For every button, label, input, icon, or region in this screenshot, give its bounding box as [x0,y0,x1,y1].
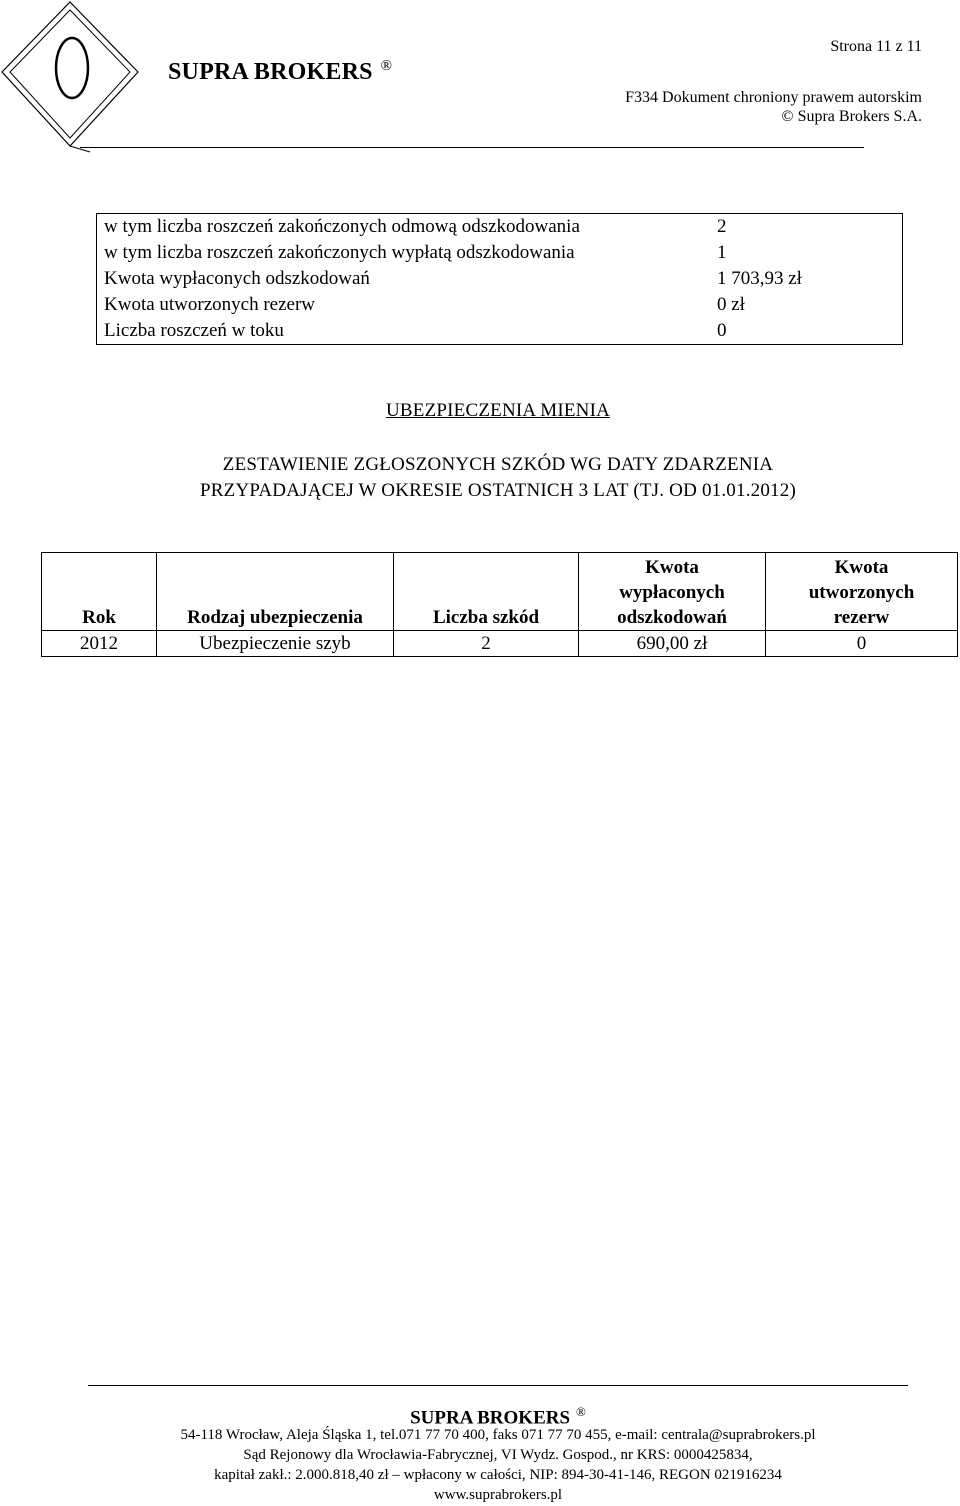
footer-court-line: Sąd Rejonowy dla Wrocławia-Fabrycznej, VI Wydz. Gospod., nr KRS: 0000425834, [243,1447,753,1463]
summary-row [97,318,903,345]
claims-cell-paid: 690,00 zł [579,631,766,657]
page-number: Strona 11 z 11 [830,38,922,55]
supra-brokers-logo [0,0,140,155]
copyright-line: © Supra Brokers S.A. [781,108,922,125]
header-insurance-type: Rodzaj ubezpieczenia [157,553,394,631]
header-paid-amount [579,553,766,631]
summary-row [97,266,903,292]
summary-value: 0 [717,320,727,341]
section-title: UBEZPIECZENIA MIENIA [385,400,611,421]
claims-cell-reserves: 0 [766,631,958,657]
summary-value: 2 [717,216,727,237]
report-title-line-1: ZESTAWIENIE ZGŁOSZONYCH SZKÓD WG DATY ZDARZENIA [222,454,774,475]
footer-capital-line: kapitał zakł.: 2.000.818,40 zł – wpłacony w całości, NIP: 894-30-41-146, REGON 021916234 [214,1467,782,1483]
header-reserves-line: Kwota [834,557,889,578]
document-notice [625,88,922,126]
summary-label: w tym liczba roszczeń zakończonych wypłatą odszkodowania [104,242,575,263]
header-reserves-amount [766,553,958,631]
claims-cell-year: 2012 [42,631,157,657]
header-paid-line: odszkodowań [617,607,727,628]
header-reserves-line: utworzonych [808,582,915,603]
claims-cell-count: 2 [394,631,579,657]
footer-company-info [0,1425,960,1505]
claims-row [42,631,958,657]
claims-summary-table [96,213,903,345]
copyright-protection-note: F334 Dokument chroniony prawem autorskim [625,89,922,106]
header-divider [80,147,864,148]
summary-row [97,240,903,266]
claims-cell-type: Ubezpieczenie szyb [157,631,394,657]
header-claim-count: Liczba szkód [394,553,579,631]
report-title [0,452,960,504]
header-year: Rok [82,607,116,628]
footer-brand-text: SUPRA BROKERS [410,1407,571,1429]
summary-row [97,214,903,241]
header-brand [168,58,392,86]
summary-label: Liczba roszczeń w toku [104,320,284,341]
summary-label: w tym liczba roszczeń zakończonych odmową odszkodowania [104,216,580,237]
header-paid-line: wypłaconych [619,582,725,603]
summary-value: 1 703,93 zł [717,268,802,289]
footer-registered-mark: ® [576,1404,586,1419]
report-title-line-2: PRZYPADAJĄCEJ W OKRESIE OSTATNICH 3 LAT (TJ. OD 01.01.2012) [200,480,796,501]
footer-address-line: 54-118 Wrocław, Aleja Śląska 1, tel.071 77 70 400, faks 071 77 70 455, e-mail: centrala@suprabrokers.pl [180,1427,816,1443]
header-brand-text: SUPRA BROKERS [168,59,373,85]
footer-divider [88,1385,908,1386]
summary-label: Kwota utworzonych rezerw [104,294,316,315]
registered-mark: ® [380,58,393,74]
summary-value: 0 zł [717,294,745,315]
claims-header-row [42,553,958,631]
footer-website-line: www.suprabrokers.pl [433,1487,563,1503]
claims-by-year-table [41,552,958,657]
summary-label: Kwota wypłaconych odszkodowań [104,268,370,289]
header-reserves-line: rezerw [833,607,890,628]
summary-row [97,292,903,318]
header-paid-line: Kwota [645,557,699,578]
summary-value: 1 [717,242,727,263]
